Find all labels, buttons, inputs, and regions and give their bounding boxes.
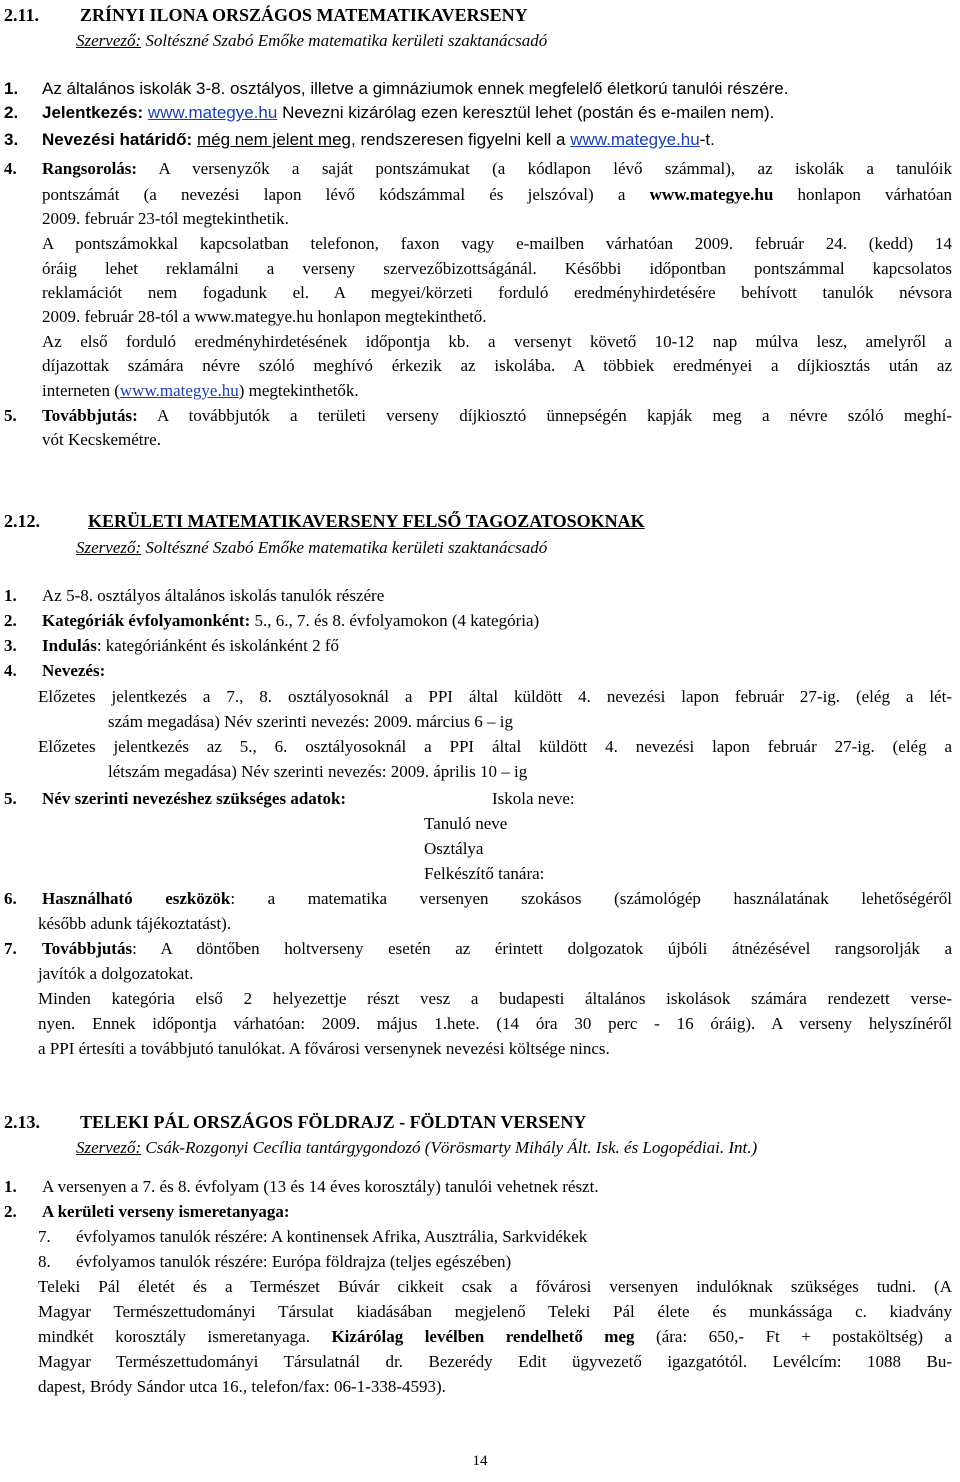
paragraph-line: Minden kategória első 2 helyezettje részt vesz a budapesti általános iskolások számára rendezett verse-: [38, 989, 952, 1008]
list-item: 2. Jelentkezés: www.mategye.hu Nevezni kizárólag ezen keresztül lehet (postán és e-mailen nem).: [4, 103, 775, 122]
paragraph-line: nyen. Ennek időpontja várhatóan: 2009. május 1.hete. (14 óra 30 perc - 16 óráig). A verseny helyszínéről: [38, 1014, 952, 1033]
page-number: 14: [472, 1453, 488, 1469]
organizer-line: [76, 537, 547, 559]
organizer-line: [76, 30, 547, 52]
sub-list-item: 7. évfolyamos tanulók részére: A kontinensek Afrika, Ausztrália, Sarkvidékek: [38, 1227, 588, 1246]
organizer-name: Csák-Rozgonyi Cecília tantárgygondozó (Vörösmarty Mihály Ált. Isk. és Logopédiai. Int.): [145, 1138, 758, 1157]
section-number: 2.13.: [4, 1112, 40, 1132]
mategye-link[interactable]: www.mategye.hu: [147, 103, 278, 122]
list-item: 3. Indulás: kategóriánként és iskolánként 2 fő: [4, 636, 340, 655]
form-field-label: Tanuló neve: [424, 814, 508, 833]
section-title: TELEKI PÁL ORSZÁGOS FÖLDRAJZ - FÖLDTAN VERSENY: [80, 1112, 587, 1132]
paragraph-line: díjazottak számára névre szóló meghívó érkezik az iskolába. A többiek eredményei a díjkiosztás után az: [42, 356, 952, 375]
list-item: 1. Az általános iskolák 3-8. osztályos, illetve a gimnáziumok ennek megfelelő életkorú tanulói részére.: [4, 79, 789, 98]
paragraph-line: létszám megadása) Név szerinti nevezés: 2009. április 10 – ig: [108, 762, 528, 781]
paragraph-line: mindkét korosztály ismeretanyaga. Kizárólag levélben rendelhető meg (ára: 650,- Ft + postaköltség) a: [38, 1327, 953, 1346]
paragraph-line: javítók a dolgozatokat.: [38, 964, 194, 983]
paragraph-line: szám megadása) Név szerinti nevezés: 2009. március 6 – ig: [108, 712, 514, 731]
section-2-11-heading: [4, 4, 528, 26]
organizer-label: Szervező:: [76, 1138, 142, 1157]
list-item: 5. Továbbjutás: A továbbjutók a területi verseny díjkiosztó ünnepségén kapják meg a névre szóló meghí-: [4, 406, 952, 425]
mategye-link[interactable]: www.mategye.hu: [119, 381, 239, 400]
form-field-label: Iskola neve:: [492, 789, 575, 808]
form-field-label: Osztálya: [424, 839, 484, 858]
mategye-link[interactable]: www.mategye.hu: [570, 130, 700, 149]
section-title: KERÜLETI MATEMATIKAVERSENY FELSŐ TAGOZATOSOKNAK: [88, 511, 645, 531]
paragraph-line: pontszámát (a nevezési lapon lévő kódszámmal és jelszóval) a www.mategye.hu honlapon várhatóan: [42, 185, 953, 204]
paragraph-line: 2009. február 28-tól a www.mategye.hu honlapon megtekinthető.: [42, 307, 487, 326]
paragraph-line: Az első forduló eredményhirdetésének időpontja kb. a versenyt követő 10-12 nap múlva lesz, amelyről a: [42, 332, 952, 351]
section-2-13-heading: [4, 1111, 587, 1133]
list-item: 3. Nevezési határidő: még nem jelent meg, rendszeresen figyelni kell a www.mategye.hu-t.: [4, 130, 715, 149]
paragraph-line: A pontszámokkal kapcsolatban telefonon, faxon vagy e-mailben várhatóan 2009. február 24. (kedd) 14: [42, 234, 952, 253]
section-number: 2.11.: [4, 5, 40, 25]
paragraph-line: óráig lehet reklamálni a verseny szervezőbizottságánál. Későbbi időpontban pontszámmal kapcsolatos: [42, 259, 952, 278]
organizer-label: Szervező:: [76, 538, 142, 557]
list-item: 6. Használható eszközök: a matematika versenyen szokásos (számológép használatának lehetőségéről: [4, 889, 952, 908]
paragraph-line: Előzetes jelentkezés a 7., 8. osztályosoknál a PPI által küldött 4. nevezési lapon február 27-ig. (elég a lét-: [38, 687, 952, 706]
organizer-name: Soltészné Szabó Emőke matematika kerületi szaktanácsadó: [145, 31, 548, 50]
paragraph-line: reklamációt nem fogadunk el. A megyei/körzeti forduló eredményhirdetésére behívott tanulók névsora: [42, 283, 952, 302]
list-item: 7. Továbbjutás: A döntőben holtverseny esetén az érintett dolgozatok újbóli átnézésével rangsorolják a: [4, 939, 952, 958]
paragraph-line: Előzetes jelentkezés az 5., 6. osztályosoknál a PPI által küldött 4. nevezési lapon február 27-ig. (elég a: [38, 737, 952, 756]
list-item: 4. Nevezés:: [4, 661, 106, 680]
paragraph-line: 2009. február 23-tól megtekinthetik.: [42, 209, 289, 228]
paragraph-line: Magyar Természettudományi Társulatnál dr. Bezerédy Edit ügyvezető igazgatótól. Levélcím: 1088 Bu-: [38, 1352, 952, 1371]
paragraph-line: a PPI értesíti a továbbjutó tanulókat. A fővárosi versenynek nevezési költsége nincs.: [38, 1039, 610, 1058]
list-item: 4. Rangsorolás: A versenyzők a saját pontszámukat (a kódlapon lévő számmal), az iskolák a tanulóik: [4, 159, 953, 178]
paragraph-line: interneten (www.mategye.hu) megtekinthetők.: [42, 381, 359, 400]
organizer-name: Soltészné Szabó Emőke matematika kerületi szaktanácsadó: [145, 538, 548, 557]
list-item: 2. A kerületi verseny ismeretanyaga:: [4, 1202, 290, 1221]
paragraph-line: később adunk tájékoztatást).: [38, 914, 232, 933]
paragraph-line: vót Kecskemétre.: [42, 430, 161, 449]
section-2-12-heading: [4, 510, 645, 532]
paragraph-line: Magyar Természettudományi Társulat kiadásában megjelenő Teleki Pál élete és munkássága c. kiadvány: [38, 1302, 952, 1321]
form-field-label: Felkészítő tanára:: [424, 864, 545, 883]
sub-list-item: 8. évfolyamos tanulók részére: Európa földrajza (teljes egészében): [38, 1252, 512, 1271]
list-item: 1. A versenyen a 7. és 8. évfolyam (13 és 14 éves korosztály) tanulói vehetnek részt.: [4, 1177, 599, 1196]
list-item: 1. Az 5-8. osztályos általános iskolás tanulók részére: [4, 586, 385, 605]
list-item: 5. Név szerinti nevezéshez szükséges adatok:: [4, 789, 347, 808]
section-number: 2.12.: [4, 511, 40, 531]
list-item: 2. Kategóriák évfolyamonként: 5., 6., 7. és 8. évfolyamokon (4 kategória): [4, 611, 540, 630]
paragraph-line: Teleki Pál életét és a Természet Búvár cikkeit csak a fővárosi versenyen indulóknak szükséges tudni. (A: [38, 1277, 952, 1296]
organizer-line: [76, 1137, 757, 1159]
paragraph-line: dapest, Bródy Sándor utca 16., telefon/fax: 06-1-338-4593).: [38, 1377, 446, 1396]
section-title: ZRÍNYI ILONA ORSZÁGOS MATEMATIKAVERSENY: [80, 5, 528, 25]
organizer-label: Szervező:: [76, 31, 142, 50]
